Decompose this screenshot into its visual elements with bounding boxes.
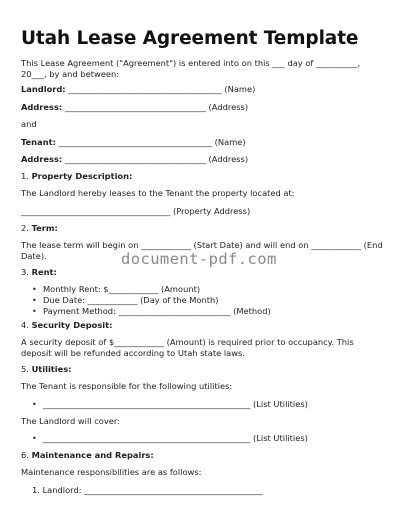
tenant-label: Tenant: xyxy=(21,137,56,147)
rent-item-monthly: • Monthly Rent: $____________ (Amount) xyxy=(21,284,385,295)
section-1-number: 1. xyxy=(21,171,29,181)
and-text: and xyxy=(21,119,37,129)
section-6-number: 6. xyxy=(21,450,29,460)
tenant-utilities-list xyxy=(21,399,385,410)
section-1-heading xyxy=(21,171,385,182)
section-4-heading xyxy=(21,320,385,331)
section-4-text xyxy=(21,337,385,359)
section-4-title: Security Deposit: xyxy=(31,320,113,330)
landlord-address-line xyxy=(21,102,385,113)
section-3-number: 3. xyxy=(21,267,29,277)
property-address-blank: ____________________________________ xyxy=(21,206,171,216)
tenant-suffix: (Name) xyxy=(214,137,246,147)
landlord-blank: _____________________________________ xyxy=(68,84,222,94)
section-4-number: 4. xyxy=(21,320,29,330)
section-1-title: Property Description: xyxy=(31,171,133,181)
property-address-line xyxy=(21,206,385,217)
tenant-address-line xyxy=(21,154,385,165)
and-line xyxy=(21,119,385,130)
section-1-body: The Landlord hereby leases to the Tenant the property located at: xyxy=(21,188,295,198)
document xyxy=(21,28,385,50)
section-6-text xyxy=(21,467,385,478)
tenant-blank: _____________________________________ xyxy=(58,137,213,147)
maintenance-item-landlord xyxy=(21,485,385,496)
section-3-title: Rent: xyxy=(31,267,57,277)
landlord-utilities-text xyxy=(21,416,385,427)
landlord-utilities-item: • __________________________________________________ (List Utilities) xyxy=(21,433,385,444)
section-6-body: Maintenance responsibilities are as follows: xyxy=(21,467,202,477)
section-5-heading xyxy=(21,364,385,375)
tenant-address-suffix: (Address) xyxy=(208,154,249,164)
watermark: document-pdf.com xyxy=(121,250,277,268)
maintenance-item-number: 1. xyxy=(32,485,40,495)
section-2-number: 2. xyxy=(21,223,29,233)
tenant-name-line xyxy=(21,137,385,148)
section-1-text xyxy=(21,188,385,199)
rent-item-due-date: • Due Date: ____________ (Day of the Month) xyxy=(21,295,385,306)
tenant-utilities-text xyxy=(21,381,385,392)
intro-text: This Lease Agreement ("Agreement") is entered into on this ___ day of __________, 20___, by and between: xyxy=(21,58,361,79)
rent-list xyxy=(21,284,385,317)
section-2-body: The lease term will begin on ____________ (Start Date) and will end on ____________ (End Date). xyxy=(21,240,383,261)
section-5-title: Utilities: xyxy=(31,364,72,374)
landlord-utilities-body: The Landlord will cover: xyxy=(21,416,120,426)
section-2-heading xyxy=(21,223,385,234)
intro-paragraph xyxy=(21,58,385,80)
tenant-utilities-body: The Tenant is responsible for the following utilities: xyxy=(21,381,233,391)
rent-item-payment-method: • Payment Method: ___________________________ (Method) xyxy=(21,306,385,317)
section-5-number: 5. xyxy=(21,364,29,374)
landlord-suffix: (Name) xyxy=(224,84,256,94)
section-6-heading xyxy=(21,450,385,461)
tenant-utilities-item: • __________________________________________________ (List Utilities) xyxy=(21,399,385,410)
document-title: Utah Lease Agreement Template xyxy=(21,28,359,49)
landlord-address-blank: __________________________________ xyxy=(64,102,206,112)
section-6-title: Maintenance and Repairs: xyxy=(31,450,154,460)
tenant-address-label: Address: xyxy=(21,154,63,164)
landlord-utilities-list xyxy=(21,433,385,444)
landlord-name-line xyxy=(21,84,385,95)
landlord-address-suffix: (Address) xyxy=(208,102,249,112)
section-3-heading xyxy=(21,267,385,278)
section-4-body: A security deposit of $____________ (Amount) is required prior to occupancy. This deposit will be refunded according to Utah state laws. xyxy=(21,337,354,358)
maintenance-item-text: Landlord: ___________________________________________ xyxy=(42,485,263,495)
section-2-title: Term: xyxy=(31,223,58,233)
tenant-address-blank: __________________________________ xyxy=(64,154,206,164)
landlord-label: Landlord: xyxy=(21,84,66,94)
landlord-address-label: Address: xyxy=(21,102,63,112)
property-address-suffix: (Property Address) xyxy=(172,206,251,216)
